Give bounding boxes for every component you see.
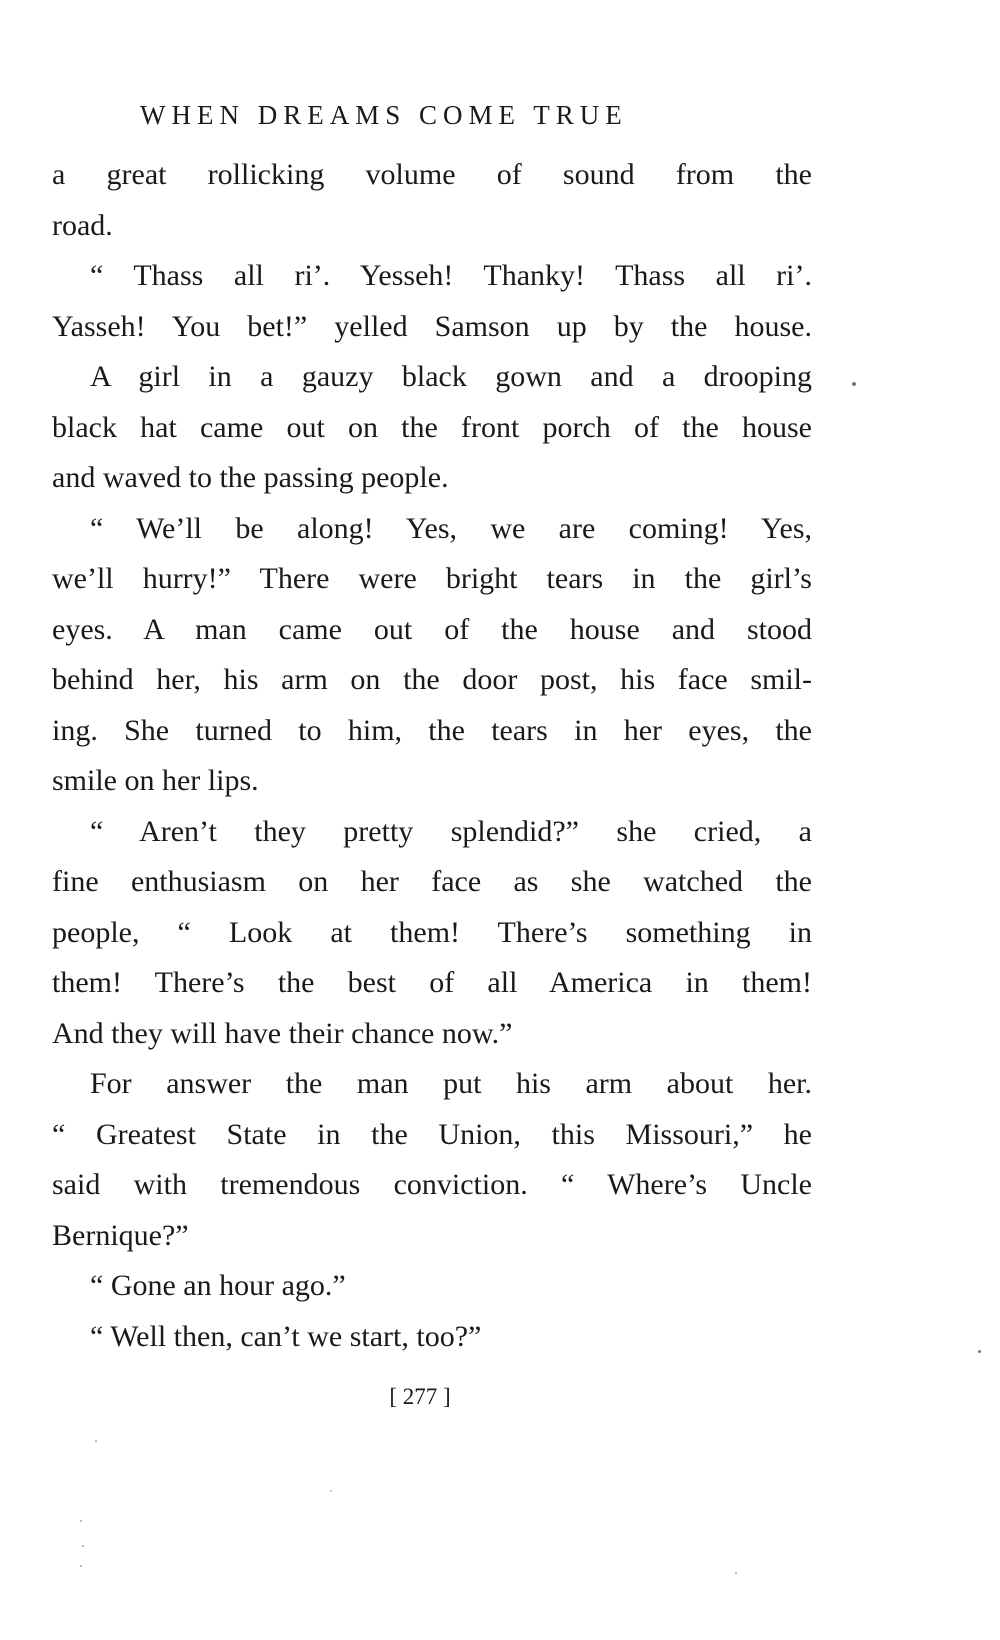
text-line: said with tremendous conviction. “ Where’s Uncle (52, 1168, 812, 1201)
text-line: Bernique?” (52, 1218, 189, 1252)
scan-speck (80, 1520, 82, 1522)
text-line: them! There’s the best of all America in them! (52, 966, 812, 999)
text-line: A girl in a gauzy black gown and a drooping (90, 360, 812, 393)
text-line: And they will have their chance now.” (52, 1016, 513, 1050)
text-line: fine enthusiasm on her face as she watched the (52, 865, 812, 898)
scan-speck (735, 1572, 737, 1574)
scan-speck (82, 1545, 84, 1547)
scan-speck (978, 1350, 981, 1353)
text-line: Yasseh! You bet!” yelled Samson up by the house. (52, 309, 812, 343)
text-line: “ Greatest State in the Union, this Missouri,” he (52, 1117, 812, 1151)
text-line: “ We’ll be along! Yes, we are coming! Yes, (90, 511, 812, 545)
text-line: “ Gone an hour ago.” (90, 1269, 346, 1302)
text-line: “ Thass all ri’. Yesseh! Thanky! Thass all ri’. (90, 259, 812, 292)
text-line: ing. She turned to him, the tears in her eyes, the (52, 713, 812, 747)
text-line: smile on her lips. (52, 764, 259, 797)
scan-speck (852, 382, 856, 386)
text-line: “ Well then, can’t we start, too?” (90, 1319, 482, 1353)
text-line: behind her, his arm on the door post, his face smil- (52, 663, 812, 696)
page-number: [ 277 ] (389, 1384, 451, 1409)
text-line: we’ll hurry!” There were bright tears in the girl’s (52, 562, 812, 595)
running-head: WHEN DREAMS COME TRUE (140, 100, 628, 130)
scan-speck (95, 1440, 97, 1442)
text-line: road. (52, 208, 113, 242)
scan-speck (80, 1565, 82, 1567)
text-line: a great rollicking volume of sound from the (52, 158, 812, 191)
text-line: people, “ Look at them! There’s something in (52, 915, 812, 949)
body-text (52, 150, 812, 1362)
text-line: and waved to the passing people. (52, 461, 449, 494)
text-line: black hat came out on the front porch of the house (52, 410, 812, 444)
scan-speck (330, 1490, 332, 1492)
text-line: For answer the man put his arm about her. (90, 1067, 812, 1100)
text-line: eyes. A man came out of the house and stood (52, 612, 812, 646)
text-line: “ Aren’t they pretty splendid?” she cried, a (90, 814, 812, 848)
